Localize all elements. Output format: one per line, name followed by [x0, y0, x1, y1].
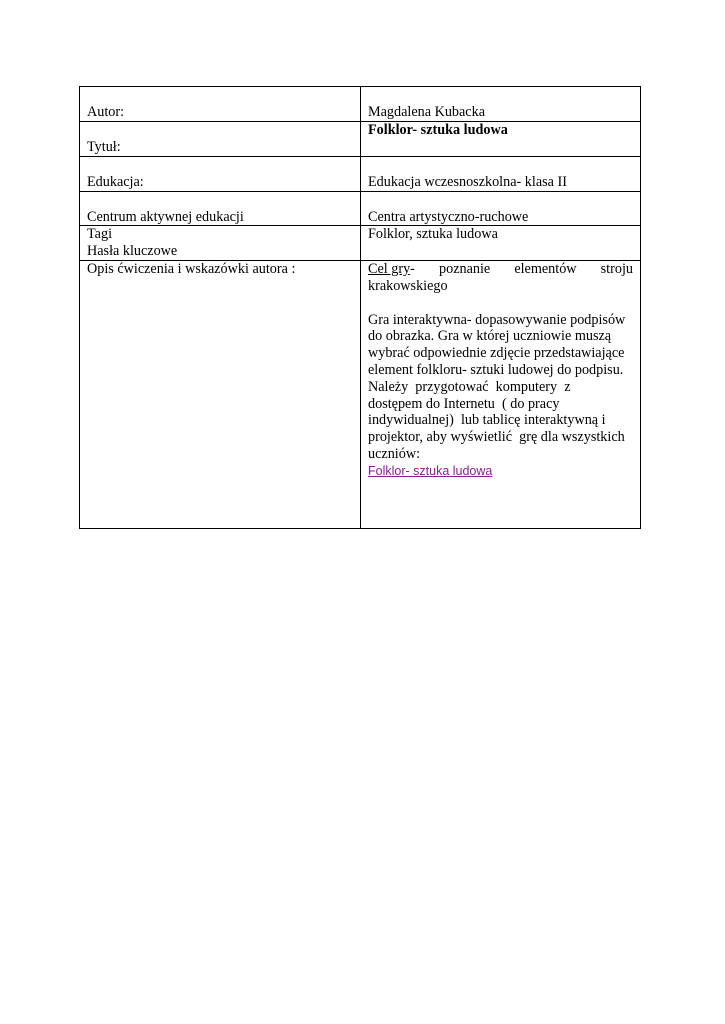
description-line: wybrać odpowiednie zdjęcie przedstawiające [368, 345, 625, 362]
description-label: Opis ćwiczenia i wskazówki autora : [87, 260, 296, 277]
table-row-author [80, 87, 641, 122]
education-label-cell [80, 156, 361, 191]
author-value-cell [361, 87, 641, 122]
description-line: do obrazka. Gra w której uczniowie muszą [368, 328, 612, 345]
tags-label: Tagi [87, 226, 113, 243]
description-line: Gra interaktywna- dopasowywanie podpisów [368, 311, 626, 328]
education-label: Edukacja: [87, 173, 144, 190]
education-value-cell [361, 156, 641, 191]
table-row-education [80, 156, 641, 191]
tags-label-cell [80, 226, 361, 261]
author-label: Autor: [87, 104, 125, 120]
table-row-center [80, 191, 641, 226]
goal-word: elementów [514, 260, 577, 277]
instruction-line: indywidualnej) lub tablicę interaktywną i [368, 412, 606, 429]
paragraph-gap [368, 295, 633, 312]
game-description [368, 312, 633, 379]
center-label-cell [80, 191, 361, 226]
title-value: Folklor- sztuka ludowa [368, 122, 508, 138]
game-link[interactable]: Folklor- sztuka ludowa [368, 463, 493, 478]
preparation-instructions [368, 379, 633, 463]
instruction-line: uczniów: [368, 445, 421, 462]
instruction-line: Należy przygotować komputery z [368, 378, 571, 395]
center-value-cell [361, 191, 641, 226]
title-label-cell [80, 122, 361, 157]
metadata-table [79, 86, 641, 529]
title-label: Tytuł: [87, 139, 121, 155]
tags-value-cell [361, 226, 641, 261]
goal-label: Cel gry- [368, 260, 415, 277]
description-cell [361, 260, 641, 528]
table-row-title [80, 122, 641, 157]
goal-word: poznanie [439, 260, 491, 277]
goal-line-2: krakowskiego [368, 277, 448, 294]
instruction-line: projektor, aby wyświetlić grę dla wszystkich [368, 429, 625, 446]
instruction-line: dostępem do Internetu ( do pracy [368, 395, 560, 412]
description-label-cell [80, 260, 361, 528]
goal-word: stroju [600, 260, 633, 277]
author-value: Magdalena Kubacka [368, 104, 485, 120]
goal-line [368, 261, 633, 278]
education-value: Edukacja wczesnoszkolna- klasa II [368, 173, 567, 190]
center-value: Centra artystyczno-ruchowe [368, 208, 529, 225]
description-line: element folkloru- sztuki ludowej do podpisu. [368, 361, 624, 378]
title-value-cell [361, 122, 641, 157]
keywords-label: Hasła kluczowe [87, 243, 178, 260]
table-row-description [80, 260, 641, 528]
center-label: Centrum aktywnej edukacji [87, 208, 244, 225]
tags-value: Folklor, sztuka ludowa [368, 226, 498, 243]
table-row-tags [80, 226, 641, 261]
author-label-cell [80, 87, 361, 122]
